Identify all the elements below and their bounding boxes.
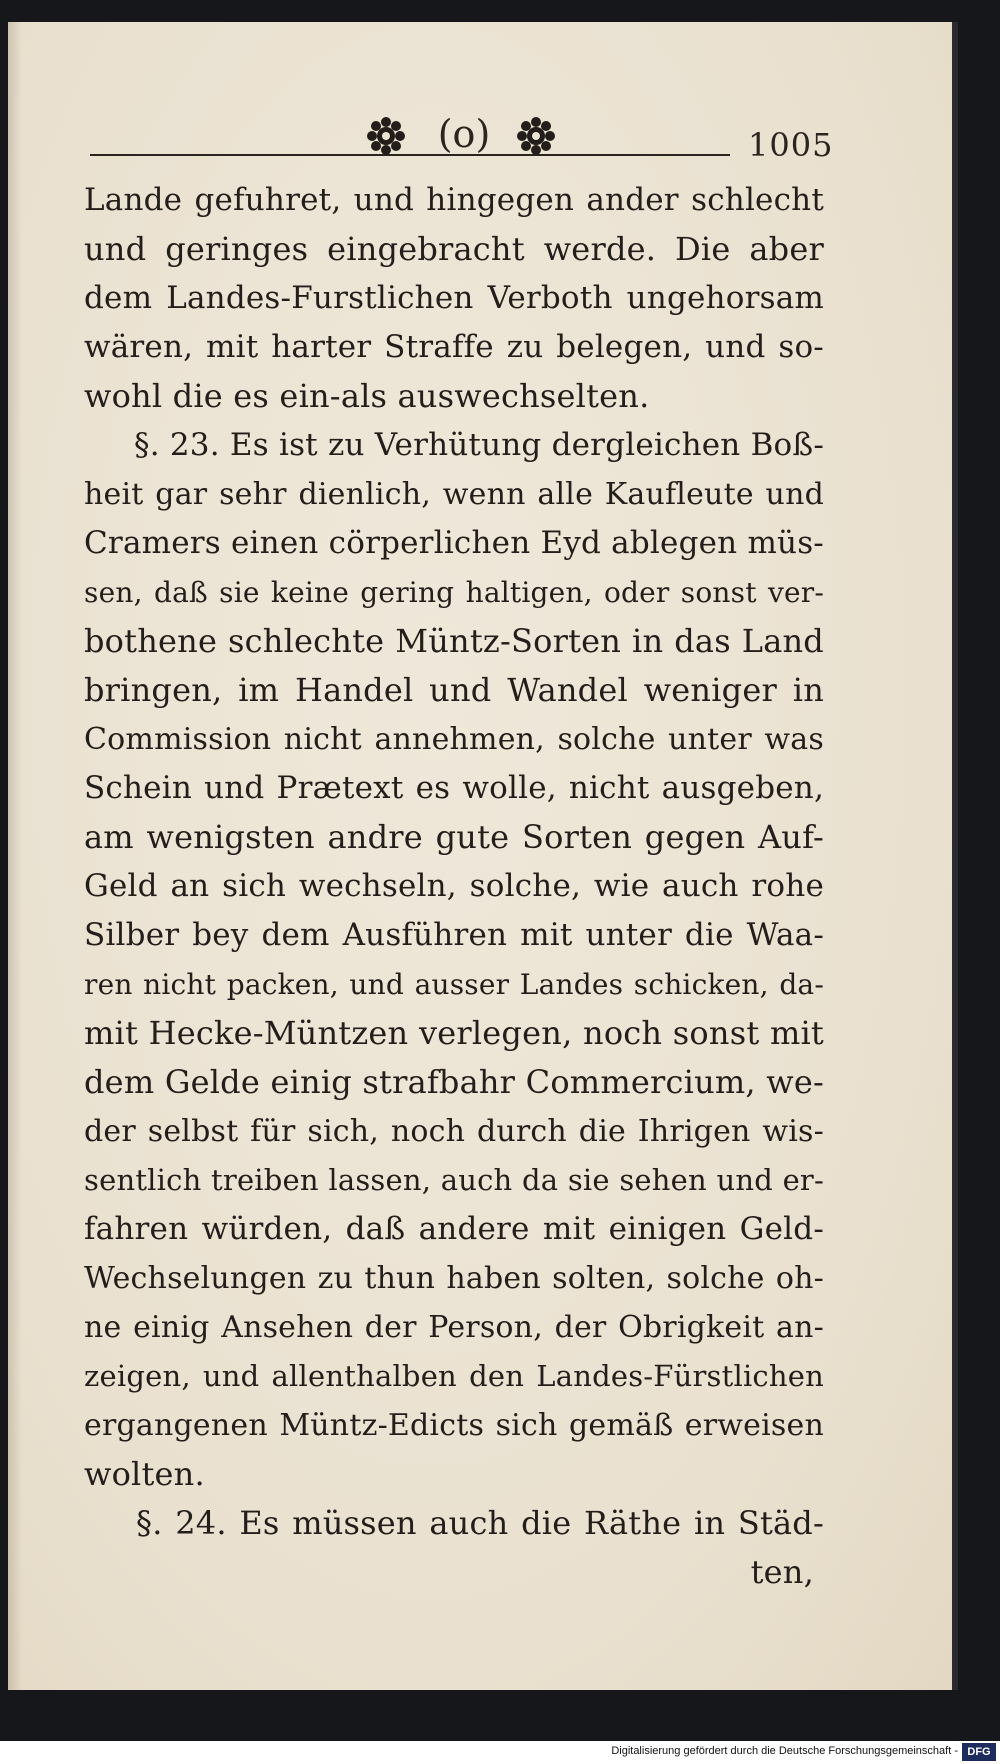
page-edge-shadow <box>952 22 958 1690</box>
text-line: Lande gefuhret, und hingegen ander schlecht <box>84 182 824 218</box>
page-number: 1005 <box>748 126 834 164</box>
digitization-footer <box>0 1741 1000 1764</box>
text-line: zeigen, und allenthalben den Landes-Fürstlichen <box>84 1359 824 1393</box>
text-line: bringen, im Handel und Wandel weniger in <box>84 671 824 709</box>
text-line: und geringes eingebracht werde. Die aber <box>84 230 824 268</box>
text-line: wolten. <box>84 1455 205 1493</box>
text-line: sen, daß sie keine gering haltigen, oder sonst ver- <box>84 576 824 609</box>
catchword: ten, <box>750 1553 814 1591</box>
flower-ornament-icon <box>516 116 556 156</box>
text-line: wohl die es ein-als auswechselten. <box>84 377 650 415</box>
funding-credit: Digitalisierung gefördert durch die Deutsche Forschungsgemeinschaft - <box>611 1745 958 1757</box>
page-body <box>84 176 824 1597</box>
text-line: ren nicht packen, und ausser Landes schicken, da- <box>84 968 824 1001</box>
dfg-logo: DFG <box>962 1743 996 1761</box>
section-24-heading-line: §. 24. Es müssen auch die Räthe in Städ- <box>136 1504 824 1542</box>
text-line: Commission nicht annehmen, solche unter was <box>84 722 824 757</box>
text-line: bothene schlechte Müntz-Sorten in das Land <box>84 622 824 660</box>
header-mark: (o) <box>437 112 491 156</box>
text-line: sentlich treiben lassen, auch da sie sehen und er- <box>84 1163 824 1197</box>
flower-ornament-icon <box>366 116 406 156</box>
text-line: Geld an sich wechseln, solche, wie auch rohe <box>84 868 824 904</box>
text-line: am wenigsten andre gute Sorten gegen Auf- <box>84 818 824 856</box>
text-line: Silber bey dem Ausführen mit unter die Waa- <box>84 917 824 953</box>
text-line: Cramers einen cörperlichen Eyd ablegen müs- <box>84 525 824 561</box>
text-line: ergangenen Müntz-Edicts sich gemäß erweisen <box>84 1408 824 1443</box>
section-23-heading-line: §. 23. Es ist zu Verhütung dergleichen Boß- <box>134 427 824 463</box>
text-line: wären, mit harter Straffe zu belegen, und so- <box>84 329 824 365</box>
page-header <box>90 108 834 168</box>
text-line: heit gar sehr dienlich, wenn alle Kaufleute und <box>84 477 824 512</box>
text-line: ne einig Ansehen der Person, der Obrigkeit an- <box>84 1310 824 1345</box>
text-line: der selbst für sich, noch durch die Ihrigen wis- <box>84 1114 824 1149</box>
text-line: dem Landes-Furstlichen Verboth ungehorsam <box>84 280 824 316</box>
text-line: fahren würden, daß andere mit einigen Geld- <box>84 1211 824 1247</box>
text-line: Schein und Prætext es wolle, nicht ausgeben, <box>84 770 824 806</box>
text-line: dem Gelde einig strafbahr Commercium, we- <box>84 1063 824 1101</box>
text-line: mit Hecke-Müntzen verlegen, noch sonst mit <box>84 1014 824 1052</box>
header-rule <box>90 154 730 156</box>
text-line: Wechselungen zu thun haben solten, solche oh- <box>84 1261 824 1296</box>
